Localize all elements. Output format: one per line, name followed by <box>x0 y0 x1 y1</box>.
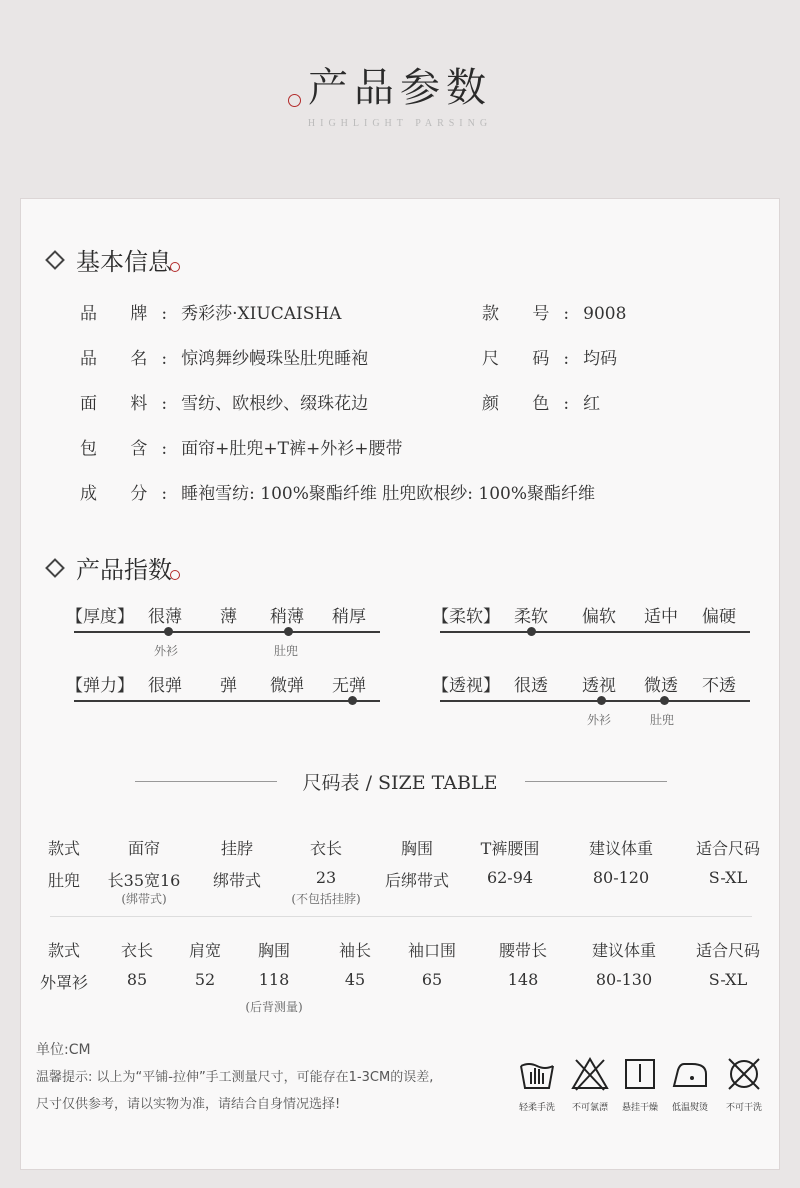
product-index-heading: 产品指数 <box>48 550 180 585</box>
thickness-marker-outer <box>164 627 173 636</box>
product-name-row: 品 名:惊鸿舞纱幔珠坠肚兜睡袍 <box>80 349 369 369</box>
color-row: 颜 色:红 <box>482 394 601 414</box>
hand-wash-icon <box>517 1056 557 1092</box>
size-row: 尺 码:均码 <box>482 349 618 369</box>
page-title: 产品参数 <box>308 65 492 111</box>
circle-mark-icon <box>170 262 180 272</box>
fabric-row: 面 料:雪纺、欧根纱、缀珠花边 <box>80 394 369 414</box>
diamond-icon <box>45 250 65 270</box>
thickness-marker-inner <box>284 627 293 636</box>
divider-right <box>525 781 667 782</box>
diamond-icon <box>45 558 65 578</box>
low-iron-icon <box>670 1056 710 1092</box>
title-circle-mark <box>288 94 301 107</box>
basic-info-heading: 基本信息 <box>48 242 180 277</box>
page-subtitle: HIGHLIGHT PARSING <box>307 118 493 129</box>
no-dryclean-icon: 不可干洗 <box>722 1056 766 1113</box>
tip-line-1: 温馨提示: 以上为“平铺-拉伸”手工测量尺寸，可能存在1-3CM的误差, <box>36 1070 434 1085</box>
hand-wash-icon: 轻柔手洗 <box>515 1056 559 1113</box>
low-iron-icon: 低温熨烫 <box>668 1056 712 1113</box>
no-bleach-icon <box>570 1056 610 1092</box>
no-dryclean-icon <box>724 1056 764 1092</box>
includes-row: 包 含:面帘+肚兜+T裤+外衫+腰带 <box>80 439 403 459</box>
hang-dry-icon: 悬挂干燥 <box>618 1056 662 1113</box>
transparency-marker-outer <box>597 696 606 705</box>
no-bleach-icon: 不可氯漂 <box>568 1056 612 1113</box>
transparency-marker-inner <box>660 696 669 705</box>
hang-dry-icon <box>620 1056 660 1092</box>
tip-line-2: 尺寸仅供参考，请以实物为准，请结合自身情况选择! <box>36 1097 341 1112</box>
brand-row: 品 牌:秀彩莎·XIUCAISHA <box>80 304 342 324</box>
composition-row: 成 分:睡袍雪纺: 100%聚酯纤维 肚兜欧根纱: 100%聚酯纤维 <box>80 484 596 504</box>
unit-label: 单位:CM <box>36 1042 91 1058</box>
table-divider <box>50 916 752 917</box>
softness-marker <box>527 627 536 636</box>
elasticity-marker <box>348 696 357 705</box>
size-table-title: 尺码表 / SIZE TABLE <box>302 772 498 794</box>
model-row: 款 号:9008 <box>482 304 627 324</box>
circle-mark-icon <box>170 570 180 580</box>
